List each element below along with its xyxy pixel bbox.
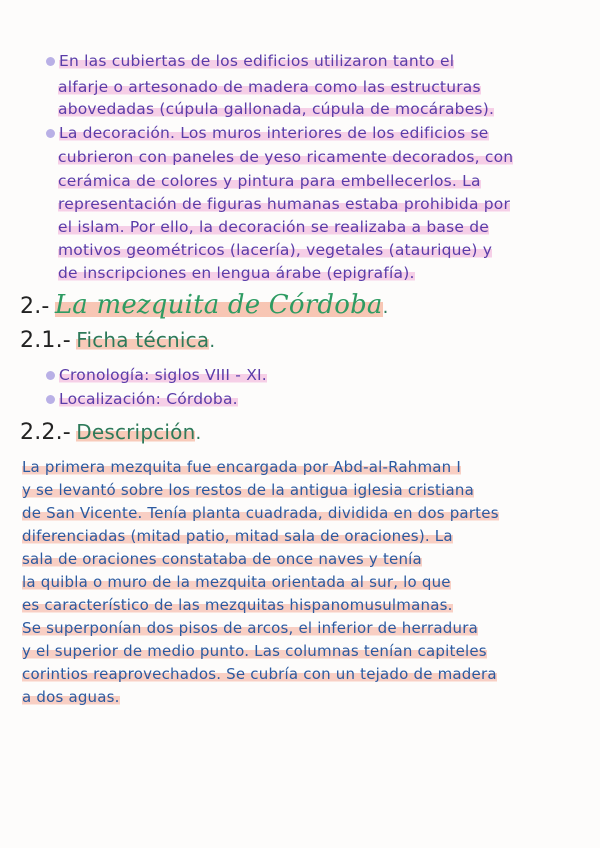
text-span: es característico de las mezquitas hispanomusulmanas. — [22, 596, 453, 614]
desc-line — [22, 688, 120, 706]
text-span: cubrieron con paneles de yeso ricamente decorados, con — [58, 148, 514, 166]
text-line — [58, 148, 513, 166]
text-span: y el superior de medio punto. Las columnas tenían capiteles — [22, 642, 487, 660]
text-span: alfarje o artesonado de madera como las estructuras — [58, 78, 481, 96]
bullet-dot-icon — [46, 57, 55, 66]
text-span: representación de figuras humanas estaba prohibida por — [58, 195, 511, 213]
text-line — [58, 78, 481, 96]
heading-end: . — [195, 423, 202, 444]
desc-line — [22, 527, 453, 545]
desc-line — [22, 550, 422, 568]
heading-end: . — [209, 331, 216, 352]
text-span: el islam. Por ello, la decoración se realizaba a base de — [58, 218, 490, 236]
desc-line — [22, 665, 497, 683]
text-span: corintios reaprovechados. Se cubría con un tejado de madera — [22, 665, 497, 683]
heading-number: 2.1.- — [20, 328, 71, 353]
heading-number: 2.2.- — [20, 420, 71, 445]
heading-end: . — [382, 297, 389, 318]
text-line — [58, 241, 492, 259]
text-line — [58, 172, 481, 190]
text-span: sala de oraciones constataba de once naves y tenía — [22, 550, 422, 568]
desc-line — [22, 619, 478, 637]
heading-title: Descripción — [76, 420, 196, 444]
text-span: y se levantó sobre los restos de la antigua iglesia cristiana — [22, 481, 474, 499]
text-span: a dos aguas. — [22, 688, 120, 706]
text-span: abovedadas (cúpula gallonada, cúpula de mocárabes). — [58, 100, 495, 118]
ficha-text: Cronología: siglos VIII - XI. — [59, 366, 267, 384]
text-span: La primera mezquita fue encargada por Abd-al-Rahman I — [22, 458, 461, 476]
heading-title: Ficha técnica — [76, 328, 210, 352]
bullet-dot-icon — [46, 129, 55, 138]
text-span: motivos geométricos (lacería), vegetales (ataurique) y — [58, 241, 493, 259]
text-span: de inscripciones en lengua árabe (epigrafía). — [58, 264, 415, 282]
desc-line — [22, 481, 474, 499]
text-line — [58, 100, 494, 118]
desc-line — [22, 573, 451, 591]
text-line — [58, 195, 510, 213]
bullet-dot-icon — [46, 395, 55, 404]
text-span: cerámica de colores y pintura para embellecerlos. La — [58, 172, 481, 190]
text-line — [58, 218, 489, 236]
bullet-dot-icon — [46, 371, 55, 380]
ficha-item — [46, 390, 238, 408]
desc-line — [22, 642, 487, 660]
ficha-item — [46, 366, 267, 384]
text-span: Se superponían dos pisos de arcos, el inferior de herradura — [22, 619, 478, 637]
desc-line — [22, 596, 453, 614]
text-span: diferenciadas (mitad patio, mitad sala de oraciones). La — [22, 527, 453, 545]
desc-line — [22, 458, 461, 476]
bullet-line — [46, 52, 454, 70]
text-line — [58, 264, 415, 282]
desc-line — [22, 504, 499, 522]
heading-number: 2.- — [20, 294, 50, 319]
text-line: En las cubiertas de los edificios utilizaron tanto el — [59, 52, 455, 70]
text-line: La decoración. Los muros interiores de los edificios se — [59, 124, 489, 142]
heading-title: La mezquita de Córdoba — [54, 290, 383, 320]
text-span: de San Vicente. Tenía planta cuadrada, dividida en dos partes — [22, 504, 499, 522]
ficha-text: Localización: Córdoba. — [59, 390, 238, 408]
text-span: la quibla o muro de la mezquita orientada al sur, lo que — [22, 573, 451, 591]
bullet-line — [46, 124, 489, 142]
heading-2 — [20, 290, 389, 320]
heading-2-2 — [20, 420, 201, 445]
heading-2-1 — [20, 328, 215, 353]
